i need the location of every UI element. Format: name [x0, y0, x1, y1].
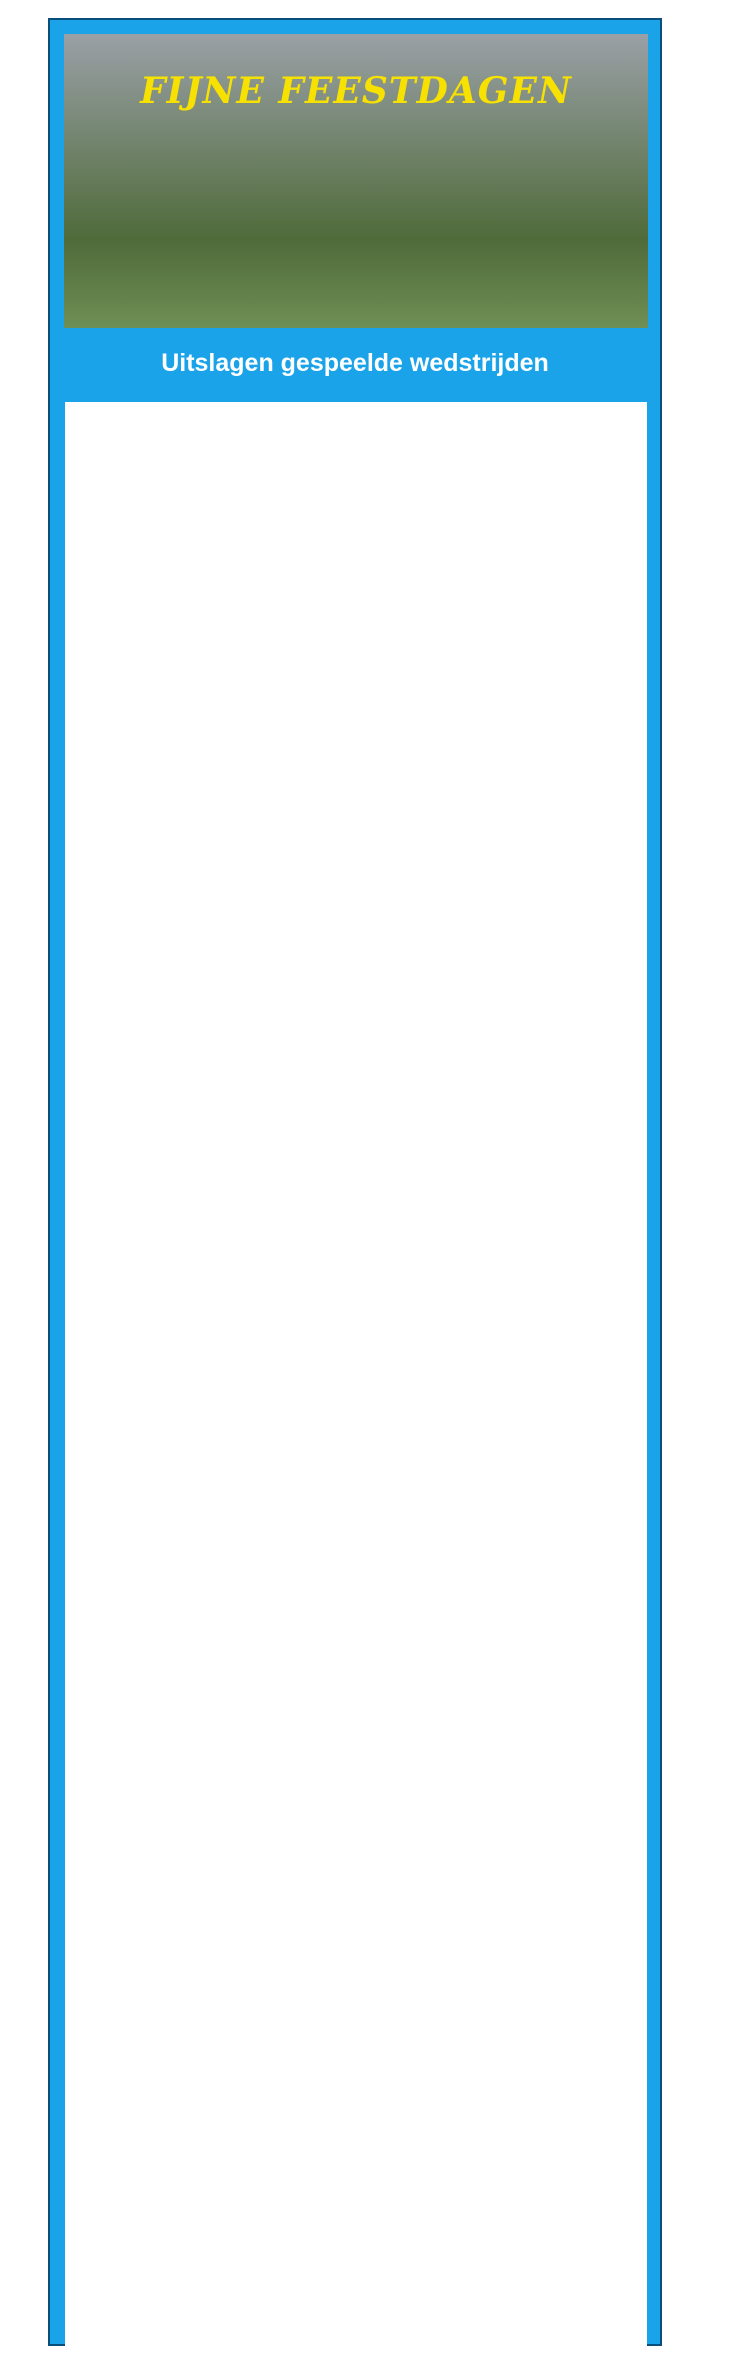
holiday-banner-image	[64, 34, 648, 328]
page-subheading: Uitslagen gespeelde wedstrijden	[161, 349, 549, 377]
results-poster	[48, 18, 662, 2346]
results-table	[65, 402, 647, 2347]
banner-title: FIJNE FEESTDAGEN	[140, 70, 572, 112]
